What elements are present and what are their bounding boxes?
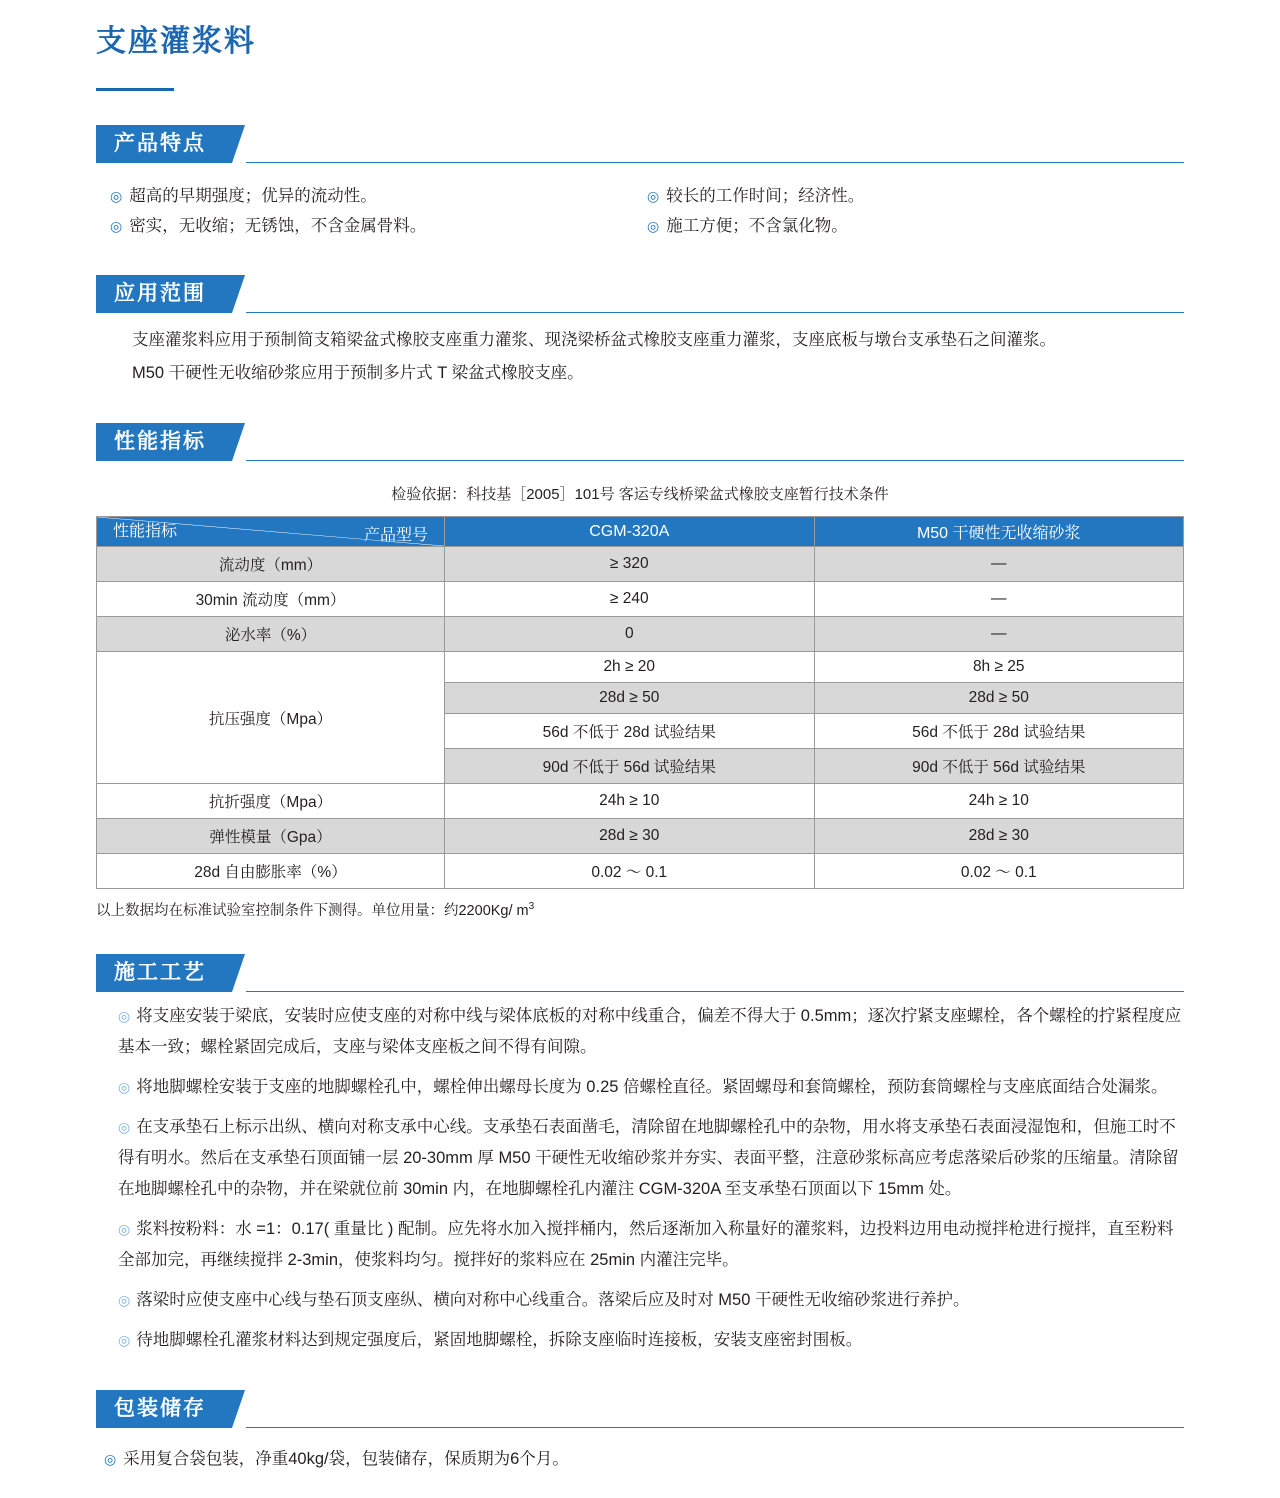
table-footnote-sup: 3 <box>528 901 535 913</box>
cell-value: 90d 不低于 56d 试验结果 <box>814 749 1184 784</box>
features-list <box>96 181 1184 241</box>
cell-value: 0.02 ～ 0.1 <box>814 854 1184 889</box>
list-item <box>110 181 647 211</box>
table-header-row <box>97 517 1184 547</box>
cell-value: ≥ 240 <box>445 582 815 617</box>
list-item <box>110 211 647 241</box>
table-corner-header <box>97 517 445 547</box>
process-list <box>96 1001 1184 1356</box>
table-column-header: CGM-320A <box>445 517 815 547</box>
cell-value: — <box>814 617 1184 652</box>
section-header-process <box>96 954 1184 992</box>
list-item <box>647 181 1184 211</box>
cell-value: 56d 不低于 28d 试验结果 <box>814 714 1184 749</box>
section-title-packaging: 包装储存 <box>96 1390 232 1428</box>
bullet-icon: ◎ <box>110 218 123 234</box>
section-header-performance <box>96 423 1184 461</box>
table-row <box>97 784 1184 819</box>
table-row <box>97 819 1184 854</box>
cell-value: 28d ≥ 30 <box>445 819 815 854</box>
row-label: 抗折强度（Mpa） <box>97 784 445 819</box>
cell-value: 24h ≥ 10 <box>445 784 815 819</box>
list-item-label: 施工方便；不含氯化物。 <box>666 217 848 235</box>
section-title-application: 应用范围 <box>96 275 232 313</box>
cell-value: 0 <box>445 617 815 652</box>
application-paragraph: M50 干硬性无收缩砂浆应用于预制多片式 T 梁盆式橡胶支座。 <box>132 364 584 382</box>
list-item <box>96 1214 1184 1276</box>
row-label: 30min 流动度（mm） <box>97 582 445 617</box>
list-item-label: 采用复合袋包装，净重40kg/袋，包装储存，保质期为6个月。 <box>123 1450 569 1468</box>
bullet-icon: ◎ <box>118 1332 131 1348</box>
cell-value: 0.02 ～ 0.1 <box>445 854 815 889</box>
cell-value: 56d 不低于 28d 试验结果 <box>445 714 815 749</box>
section-rule <box>246 1427 1184 1428</box>
cell-value: — <box>814 582 1184 617</box>
table-row <box>97 547 1184 582</box>
table-footnote-text: 以上数据均在标准试验室控制条件下测得。单位用量：约2200Kg/ m <box>96 903 529 919</box>
section-title-process: 施工工艺 <box>96 954 232 992</box>
table-footnote <box>96 899 1184 920</box>
section-header-application <box>96 275 1184 313</box>
list-item <box>96 1325 1184 1356</box>
bullet-icon: ◎ <box>118 1079 131 1095</box>
list-item-label: 密实，无收缩；无锈蚀，不含金属骨料。 <box>129 217 427 235</box>
bullet-icon: ◎ <box>110 188 123 204</box>
cell-value: 28d ≥ 50 <box>814 683 1184 714</box>
table-row <box>97 652 1184 683</box>
list-item <box>96 1072 1184 1103</box>
list-item <box>96 1001 1184 1063</box>
corner-label-product: 产品型号 <box>363 527 428 544</box>
bullet-icon: ◎ <box>118 1221 131 1237</box>
cell-value: ≥ 320 <box>445 547 815 582</box>
list-item-label: 在支承垫石上标示出纵、横向对称支承中心线。支承垫石表面凿毛，清除留在地脚螺栓孔中的杂物，用水将支承垫石表面浸湿饱和，但施工时不得有明水。然后在支承垫石顶面铺一层 20-30mm 厚 M50 干硬性无收缩砂浆并夯实、表面平整，注意砂浆标高应考虑落梁后砂浆的压缩量。清除留在地脚螺栓孔中的杂物，并在梁就位前 30min 内，在地脚螺栓孔内灌注 CGM-320A 至支承垫石顶面以下 15mm 处。 <box>118 1118 1179 1198</box>
list-item-label: 待地脚螺栓孔灌浆材料达到规定强度后，紧固地脚螺栓，拆除支座临时连接板，安装支座密封围板。 <box>136 1331 863 1349</box>
performance-table <box>96 516 1184 889</box>
list-item-label: 浆料按粉料：水 =1：0.17( 重量比 ) 配制。应先将水加入搅拌桶内，然后逐渐加入称量好的灌浆料，边投料边用电动搅拌枪进行搅拌，直至粉料全部加完，再继续搅拌 2-3min，使浆料均匀。搅拌好的浆料应在 25min 内灌注完毕。 <box>118 1220 1174 1269</box>
cell-value: 24h ≥ 10 <box>814 784 1184 819</box>
cell-value: 28d ≥ 30 <box>814 819 1184 854</box>
corner-label-metric: 性能指标 <box>113 523 178 540</box>
cell-value: 8h ≥ 25 <box>814 652 1184 683</box>
list-item <box>96 1112 1184 1205</box>
table-column-header: M50 干硬性无收缩砂浆 <box>814 517 1184 547</box>
table-row <box>97 582 1184 617</box>
list-item-label: 将支座安装于梁底，安装时应使支座的对称中线与梁体底板的对称中线重合，偏差不得大于 0.5mm；逐次拧紧支座螺栓，各个螺栓的拧紧程度应基本一致；螺栓紧固完成后，支座与梁体支座板之间不得有间隙。 <box>118 1007 1182 1056</box>
page-title: 支座灌浆料 <box>96 25 256 58</box>
bullet-icon: ◎ <box>118 1119 131 1135</box>
section-rule <box>246 991 1184 992</box>
table-row <box>97 617 1184 652</box>
section-rule <box>246 460 1184 461</box>
list-item <box>96 1444 1184 1474</box>
bullet-icon: ◎ <box>118 1008 131 1024</box>
list-item-label: 将地脚螺栓安装于支座的地脚螺栓孔中，螺栓伸出螺母长度为 0.25 倍螺栓直径。紧固螺母和套筒螺栓，预防套筒螺栓与支座底面结合处漏浆。 <box>136 1078 1168 1096</box>
section-header-features <box>96 125 1184 163</box>
row-label: 流动度（mm） <box>97 547 445 582</box>
bullet-icon: ◎ <box>118 1292 131 1308</box>
section-rule <box>246 162 1184 163</box>
page-bottom-spacer <box>96 1474 1184 1498</box>
row-label: 泌水率（%） <box>97 617 445 652</box>
bullet-icon: ◎ <box>647 188 660 204</box>
row-label: 28d 自由膨胀率（%） <box>97 854 445 889</box>
list-item <box>96 1285 1184 1316</box>
cell-value: — <box>814 547 1184 582</box>
list-item-label: 超高的早期强度；优异的流动性。 <box>129 187 377 205</box>
application-paragraph: 支座灌浆料应用于预制简支箱梁盆式橡胶支座重力灌浆、现浇梁桥盆式橡胶支座重力灌浆，支座底板与墩台支承垫石之间灌浆。 <box>132 331 1056 349</box>
cell-value: 90d 不低于 56d 试验结果 <box>445 749 815 784</box>
section-rule <box>246 312 1184 313</box>
list-item <box>647 211 1184 241</box>
section-header-packaging <box>96 1390 1184 1428</box>
cell-value: 28d ≥ 50 <box>445 683 815 714</box>
bullet-icon: ◎ <box>647 218 660 234</box>
section-title-features: 产品特点 <box>96 125 232 163</box>
cell-value: 2h ≥ 20 <box>445 652 815 683</box>
bullet-icon: ◎ <box>104 1451 117 1467</box>
test-basis-note: 检验依据：科技基［2005］101号 客运专线桥梁盆式橡胶支座暂行技术条件 <box>391 486 889 503</box>
table-row <box>97 854 1184 889</box>
row-label: 弹性模量（Gpa） <box>97 819 445 854</box>
title-underline <box>96 88 174 91</box>
list-item-label: 落梁时应使支座中心线与垫石顶支座纵、横向对称中心线重合。落梁后应及时对 M50 干硬性无收缩砂浆进行养护。 <box>136 1291 970 1309</box>
row-label: 抗压强度（Mpa） <box>97 652 445 784</box>
section-title-performance: 性能指标 <box>96 423 232 461</box>
list-item-label: 较长的工作时间；经济性。 <box>666 187 865 205</box>
